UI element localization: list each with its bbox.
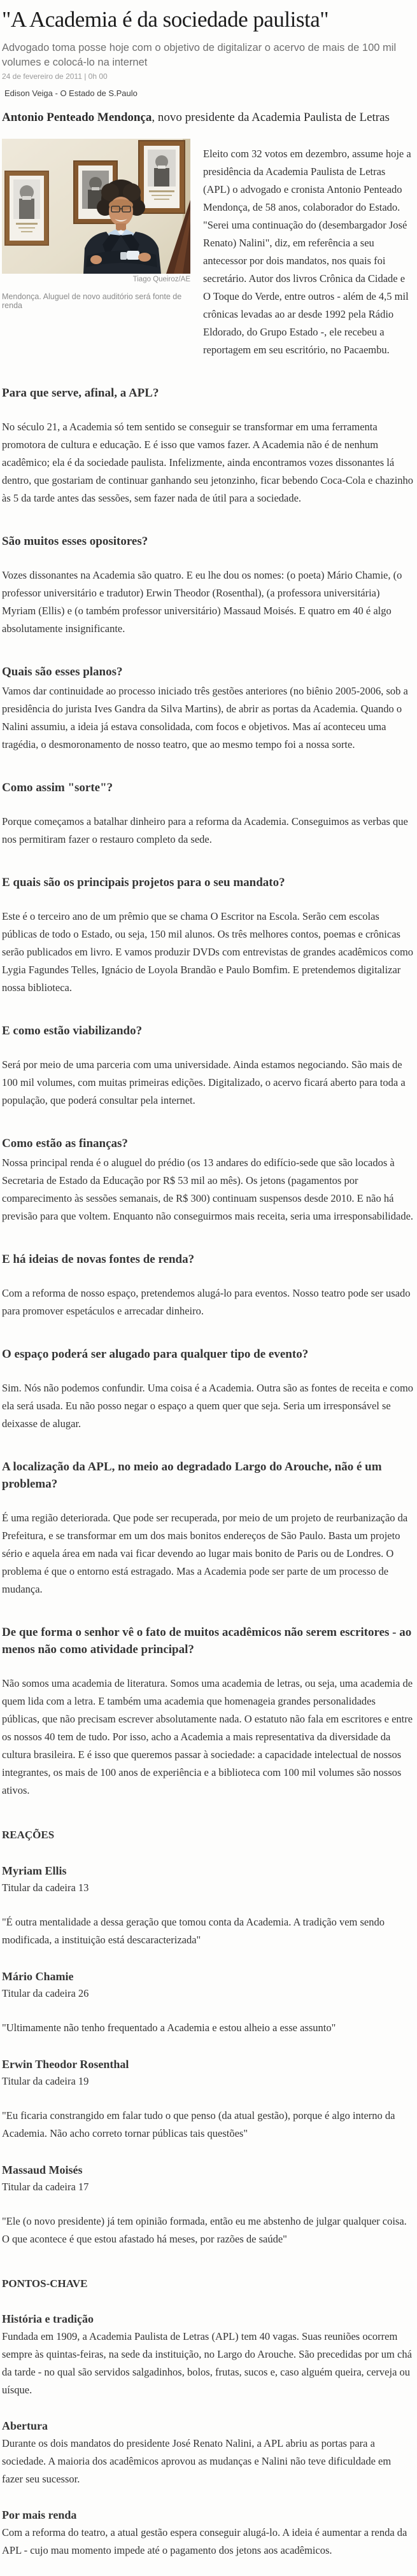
qa-answer: Vozes dissonantes na Academia são quatro. E eu lhe dou os nomes: (o poeta) Mário Chamie, (o professor universitário e tradutor) Erwin Theodor (Rosenthal), (a professora universitária) Myriam (Ellis) e (o também professor universitário) Massaud Moisés. E quatro em 40 é algo absolutamente insignificante. [2, 569, 402, 635]
article-subtitle: Advogado toma posse hoje com o objetivo de digitalizar o acervo de mais de 100 mil volumes e colocá-lo na internet [2, 42, 397, 68]
reaction-quote: "Ele (o novo presidente) já tem opinião formada, então eu me abstenho de julgar qualquer coisa. O que acontece é que estou afastado há meses, por razões de saúde" [2, 2215, 407, 2245]
intro-section [2, 136, 414, 359]
key-points-heading: PONTOS-CHAVE [2, 2277, 88, 2290]
reaction-item [2, 1968, 414, 2037]
qa-answer: É uma região deteriorada. Que pode ser recuperada, por meio de um projeto de reurbanização da Prefeitura, e se transformar em um dos mais bonitos endereços de São Paulo. Basta um projeto sério e aquela área em nada vai ficar devendo ao lugar mais bonito de Paris ou de Londres. O problema é que o entorno está estragado. Mas a Academia pode ser parte de um processo de mudança. [2, 1512, 408, 1595]
reaction-quote: "É outra mentalidade a dessa geração que tomou conta da Academia. A tradição vem sendo modificada, a instituição está descaracterizada" [2, 1916, 385, 1946]
qa-item [2, 1624, 414, 1799]
key-point-item [2, 2311, 414, 2399]
qa-item [2, 384, 414, 507]
lead-person-name: Antonio Penteado Mendonça [2, 111, 152, 124]
reaction-name: Massaud Moisés [2, 2164, 83, 2176]
qa-answer: Porque começamos a batalhar dinheiro para a reforma da Academia. Conseguimos as verbas que nos permitiram fazer o restauro completo da sede. [2, 815, 408, 845]
qa-item [2, 1022, 414, 1109]
qa-item [2, 533, 414, 638]
qa-question: A localização da APL, no meio ao degradado Largo do Arouche, não é um problema? [2, 1460, 382, 1491]
qa-question: De que forma o senhor vê o fato de muitos acadêmicos não serem escritores - ao menos não como atividade principal? [2, 1626, 412, 1656]
reaction-quote: "Ultimamente não tenho frequentado a Academia e estou alheio a esse assunto" [2, 2022, 336, 2034]
key-points-section [2, 2275, 414, 2559]
qa-question: E há ideias de novas fontes de renda? [2, 1253, 195, 1266]
photo-credit: Tiago Queiroz/AE [132, 276, 190, 283]
key-point-item [2, 2507, 414, 2559]
qa-item [2, 1135, 414, 1225]
qa-answer: Com a reforma de nosso espaço, pretendemos alugá-lo para eventos. Nosso teatro pode ser usado para promover espetáculos e arrecadar dinheiro. [2, 1287, 411, 1317]
qa-question: Quais são esses planos? [2, 665, 123, 679]
reaction-role: Titular da cadeira 19 [2, 2075, 89, 2087]
reaction-quote: "Eu ficaria constrangido em falar tudo o que penso (da atual gestão), porque é algo interno da Academia. Não acho correto tornar públicas tais questões" [2, 2109, 395, 2139]
reaction-name: Myriam Ellis [2, 1864, 67, 1877]
qa-answer: Será por meio de uma parceria com uma universidade. Ainda estamos negociando. São mais de 100 mil volumes, com muitas primeiras edições. Digitalizado, o acervo ficará aberto para toda a população, que poderá consultar pela internet. [2, 1059, 406, 1106]
article-date: 24 de fevereiro de 2011 | 0h 00 [2, 72, 108, 81]
qa-item [2, 874, 414, 997]
article-lead [2, 109, 414, 126]
qa-item [2, 1346, 414, 1433]
photo-captions [2, 276, 190, 310]
qa-question: O espaço poderá ser alugado para qualquer tipo de evento? [2, 1348, 309, 1361]
qa-answer: Sim. Nós não podemos confundir. Uma coisa é a Academia. Outra são as fontes de receita e como ela será usada. Eu não posso negar o espaço a quem quer que seja. Seria um irresponsável se deixasse de alugar. [2, 1382, 414, 1430]
article-intro: Eleito com 32 votos em dezembro, assume hoje a presidência da Academia Paulista de Letras (APL) o advogado e cronista Antonio Penteado Mendonça, de 58 anos, colaborador do Estado. "Serei uma continuação do (desembargador José Renato) Nalini", diz, em referência a seu antecessor por dois mandatos, nos quais foi secretário. Autor dos livros Crônica da Cidade e O Toque do Verde, entre outros - além de 4,5 mil crônicas levadas ao ar desde 1992 pela Rádio Eldorado, do Grupo Estado -, ele recebeu a reportagem em seu escritório, no Pacaembu. [203, 148, 411, 356]
qa-answer: Vamos dar continuidade ao processo iniciado três gestões anteriores (no biênio 2005-2006, sob a presidência do jurista Ives Gandra da Silva Martins), de abrir as portas da Academia. Quando o Nalini assumiu, a ideia já estava consolidada, com focos e objetivos. Mas aí aconteceu uma tragédia, o desmoronamento de nosso teatro, que ao mesmo tempo foi a nossa sorte. [2, 685, 408, 750]
qa-question: São muitos esses opositores? [2, 535, 148, 548]
qa-question: E como estão viabilizando? [2, 1024, 143, 1038]
lead-rest: , novo presidente da Academia Paulista de Letras [152, 111, 390, 124]
reaction-name: Erwin Theodor Rosenthal [2, 2058, 129, 2071]
reaction-name: Mário Chamie [2, 1970, 74, 1983]
qa-question: E quais são os principais projetos para o seu mandato? [2, 876, 285, 889]
reaction-role: Titular da cadeira 17 [2, 2181, 89, 2193]
qa-item [2, 779, 414, 848]
key-point-text: Fundada em 1909, a Academia Paulista de Letras (APL) tem 40 vagas. Suas reuniões ocorrem sempre às quintas-feiras, na sede da instituição, no Largo do Arouche. São precedidas por um chá da tarde - no qual são servidos salgadinhos, bolos, frutas, sucos e, caso alguém queira, cerveja ou uísque. [2, 2330, 412, 2396]
key-point-title: Por mais renda [2, 2509, 77, 2521]
reaction-item [2, 1862, 414, 1949]
key-point-text: Com a reforma do teatro, a atual gestão espera conseguir alugá-lo. A ideia é aumentar a renda da APL - cujo mau momento impede até o pagamento dos jetons aos acadêmicos. [2, 2526, 407, 2556]
qa-answer: Nossa principal renda é o aluguel do prédio (os 13 andares do edifício-sede que são locados à Secretaria de Estado da Educação por R$ 53 mil ao mês). Os jetons (pagamentos por comparecimento às sessões semanais, de R$ 300) continuam suspensos desde 2010. E não há previsão para que voltem. Enquanto não conseguirmos mais receita, seria uma irresponsabilidade. [2, 1157, 414, 1222]
qa-question: Como estão as finanças? [2, 1137, 128, 1150]
key-point-title: Abertura [2, 2419, 48, 2432]
framed-portrait-right [138, 140, 185, 214]
qa-section [2, 384, 414, 1799]
qa-answer: Este é o terceiro ano de um prêmio que se chama O Escritor na Escola. Serão cem escolas públicas de todo o Estado, ou seja, 150 mil alunos. Os três melhores contos, poemas e crônicas serão publicados em livro. E vamos produzir DVDs com entrevistas de grandes acadêmicos como Lygia Fagundes Telles, Ignácio de Loyola Brandão e Paulo Bomfim. E pretendemos digitalizar nossa biblioteca. [2, 910, 414, 994]
photo-caption: Mendonça. Aluguel de novo auditório será fonte de renda [2, 292, 182, 310]
article-photo-figure [2, 139, 190, 310]
photo-antonio-penteado-mendonca [2, 139, 190, 274]
reaction-role: Titular da cadeira 13 [2, 1882, 89, 1894]
qa-item [2, 663, 414, 754]
framed-portrait-left [4, 171, 49, 246]
reaction-role: Titular da cadeira 26 [2, 1987, 89, 1999]
key-point-text: Durante os dois mandatos do presidente José Renato Nalini, a APL abriu as portas para a sociedade. A maioria dos acadêmicos aprovou as mudanças e Nalini não teve dificuldade em fazer seu sucessor. [2, 2437, 392, 2485]
key-point-item [2, 2418, 414, 2488]
qa-item [2, 1251, 414, 1320]
key-point-title: História e tradição [2, 2312, 94, 2325]
qa-item [2, 1458, 414, 1598]
article-author: Edison Veiga - O Estado de S.Paulo [4, 88, 138, 98]
reaction-item [2, 2056, 414, 2143]
reaction-item [2, 2162, 414, 2248]
qa-question: Como assim "sorte"? [2, 781, 113, 794]
qa-answer: Não somos uma academia de literatura. Somos uma academia de letras, ou seja, uma academia de quem lida com a letra. E também uma academia que homenageia grandes personalidades públicas, que não precisam escrever absolutamente nada. O estatuto não fala em escritores e entre os nossos 40 tem de tudo. Por isso, acho a Academia a mais representativa da diversidade da cultura brasileira. E é isso que queremos passar à sociedade: a capacidade intelectual de nossos integrantes, os mais de 100 anos de experiência e a biblioteca com 100 mil volumes são nossos ativos. [2, 1677, 413, 1796]
reactions-section [2, 1826, 414, 2248]
reactions-heading: REAÇÕES [2, 1829, 55, 1841]
qa-question: Para que serve, afinal, a APL? [2, 386, 159, 400]
qa-answer: No século 21, a Academia só tem sentido se conseguir se transformar em uma ferramenta promotora de cultura e educação. E é isso que vamos fazer. A Academia não é de nenhum acadêmico; ela é da sociedade paulista. Infelizmente, ainda encontramos vozes dissonantes lá dentro, que gostariam de continuar ganhando seu jetonzinho, ficar bebendo Coca-Cola e chazinho às 5 da tarde antes das sessões, sem fazer nada de útil para a sociedade. [2, 421, 414, 504]
article-title: "A Academia é da sociedade paulista" [2, 7, 329, 32]
